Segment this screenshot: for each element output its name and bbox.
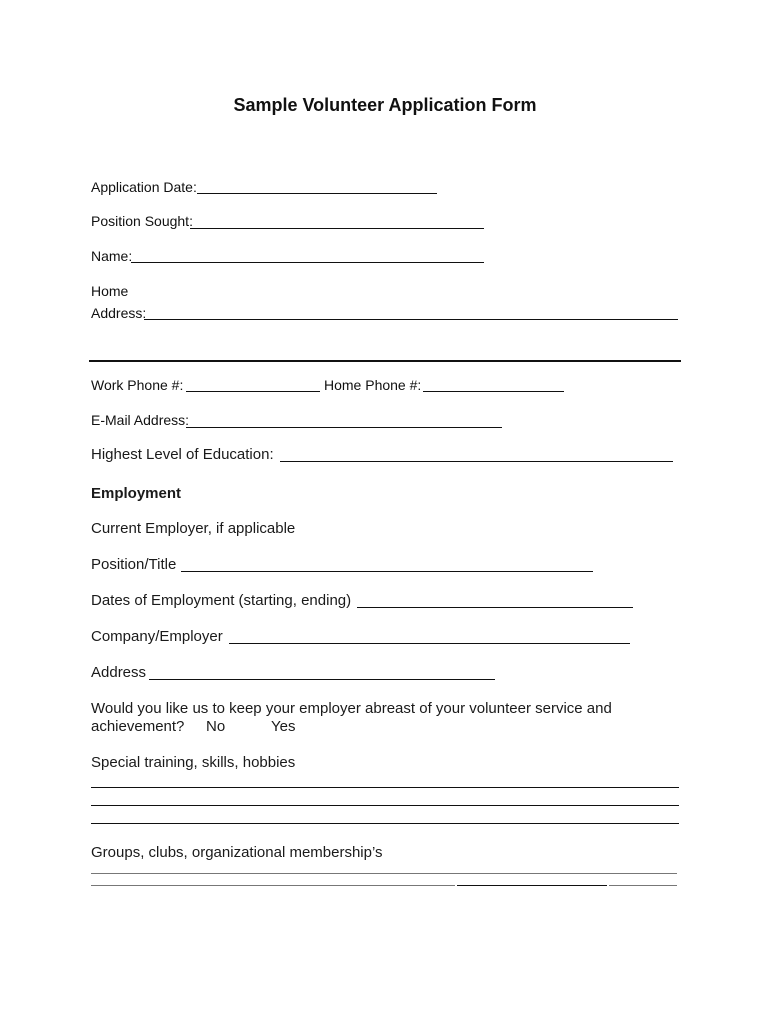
employer-address-field[interactable] <box>149 679 495 680</box>
email-label: E-Mail Address: <box>91 412 190 428</box>
dates-employment-label: Dates of Employment (starting, ending) <box>91 592 352 609</box>
work-phone-label: Work Phone #: <box>91 377 184 393</box>
application-date-field[interactable] <box>197 193 437 194</box>
home-address-field[interactable] <box>144 319 678 320</box>
work-phone-field[interactable] <box>186 391 320 392</box>
groups-label: Groups, clubs, organizational membership’s <box>91 844 383 861</box>
employer-address-label: Address <box>91 664 147 681</box>
address-label: Address: <box>91 305 147 321</box>
application-date-label: Application Date: <box>91 179 197 195</box>
position-title-label: Position/Title <box>91 556 177 573</box>
position-title-field[interactable] <box>181 571 593 572</box>
email-field[interactable] <box>186 427 502 428</box>
special-training-line[interactable] <box>91 787 679 788</box>
home-phone-label: Home Phone #: <box>324 377 422 393</box>
position-sought-label: Position Sought: <box>91 213 193 229</box>
current-employer-label: Current Employer, if applicable <box>91 520 296 537</box>
abreast-question-line1: Would you like us to keep your employer abreast of your volunteer service and <box>91 700 612 717</box>
education-field[interactable] <box>280 461 673 462</box>
groups-line[interactable] <box>457 885 607 886</box>
option-yes[interactable]: Yes <box>271 718 296 735</box>
option-no[interactable]: No <box>206 718 226 735</box>
special-training-label: Special training, skills, hobbies <box>91 754 296 771</box>
name-label: Name: <box>91 248 133 264</box>
page-title: Sample Volunteer Application Form <box>233 95 537 115</box>
special-training-line[interactable] <box>91 823 679 824</box>
company-employer-label: Company/Employer <box>91 628 223 645</box>
education-label: Highest Level of Education: <box>91 446 274 463</box>
home-label: Home <box>91 283 129 299</box>
abreast-question-line2: achievement? <box>91 718 185 735</box>
groups-line[interactable] <box>91 885 455 886</box>
home-phone-field[interactable] <box>423 391 564 392</box>
name-field[interactable] <box>131 262 484 263</box>
employment-heading: Employment <box>91 485 182 502</box>
position-sought-field[interactable] <box>190 228 484 229</box>
special-training-line[interactable] <box>91 805 679 806</box>
groups-line[interactable] <box>609 885 677 886</box>
section-divider <box>89 360 681 362</box>
company-employer-field[interactable] <box>229 643 630 644</box>
dates-employment-field[interactable] <box>357 607 633 608</box>
groups-line[interactable] <box>91 873 677 874</box>
